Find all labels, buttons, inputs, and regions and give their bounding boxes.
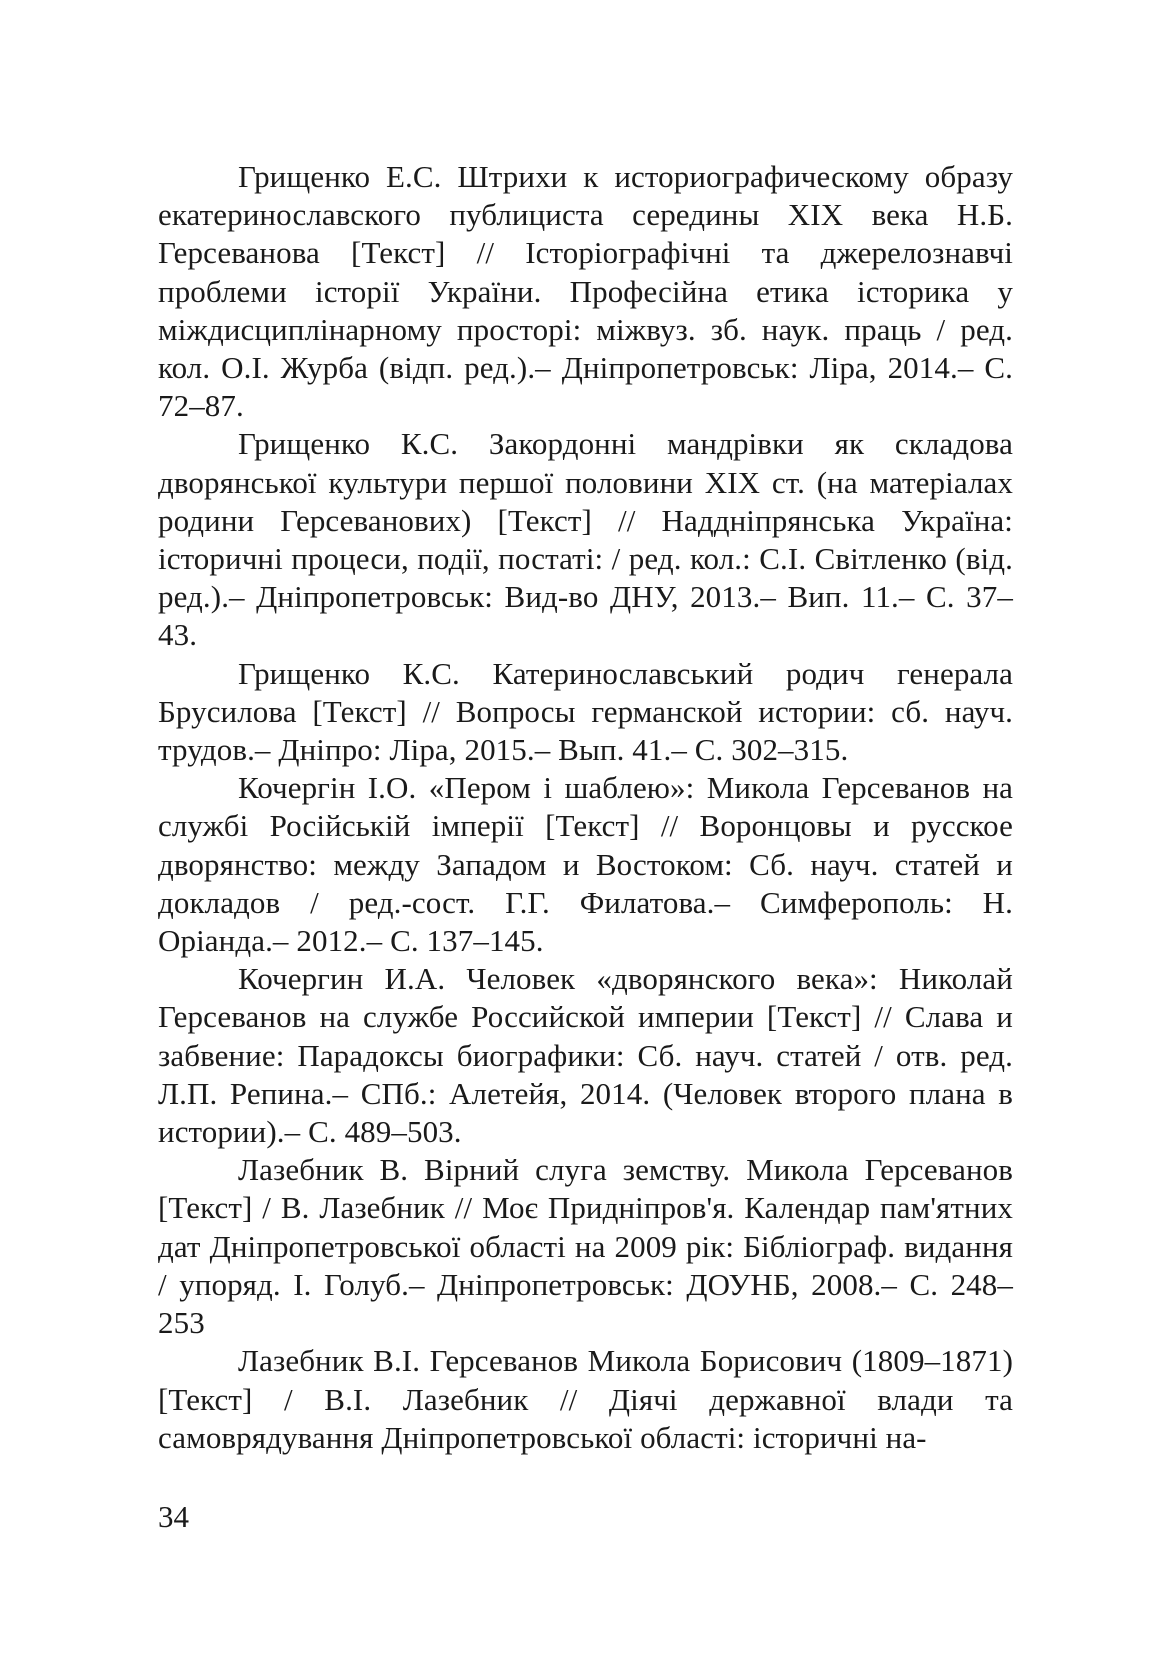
bibliography-entry: Грищенко К.С. Закордонні мандрівки як складова дворянської культури першої половини XIX ст. (на матеріалах родини Герсеванових) [Текст] // Наддніпрянська Україна: історичні процеси, події, постаті: / ред. кол.: С.І. Світленко (від. ред.).– Дніпропетровськ: Вид-во ДНУ, 2013.– Вип. 11.– С. 37–43. [158, 426, 1013, 653]
bibliography-entry: Кочергін І.О. «Пером і шаблею»: Микола Герсеванов на службі Російській імперії [Текст] // Воронцовы и русское дворянство: между Западом и Востоком: Сб. науч. статей и докладов / ред.-сост. Г.Г. Филатова.– Симферополь: Н. Оріанда.– 2012.– С. 137–145. [158, 770, 1013, 959]
bibliography-entry: Лазебник В. Вірний слуга земству. Микола Герсеванов [Текст] / В. Лазебник // Моє Придніпров'я. Календар пам'ятних дат Дніпропетровської області на 2009 рік: Бібліограф. видання / упоряд. І. Голуб.– Дніпропетровськ: ДОУНБ, 2008.– С. 248–253 [158, 1152, 1013, 1341]
bibliography-list [158, 158, 1013, 1457]
bibliography-entry: Лазебник В.І. Герсеванов Микола Борисович (1809–1871) [Текст] / В.І. Лазебник // Діячі державної влади та самоврядування Дніпропетровської області: історичні на- [158, 1343, 1013, 1455]
bibliography-entry: Кочергин И.А. Человек «дворянского века»: Николай Герсеванов на службе Российской империи [Текст] // Слава и забвение: Парадоксы биографики: Сб. науч. статей / отв. ред. Л.П. Репина.– СПб.: Алетейя, 2014. (Человек второго плана в истории).– С. 489–503. [158, 961, 1013, 1150]
bibliography-entry: Грищенко К.С. Катеринославський родич генерала Брусилова [Текст] // Вопросы германской истории: сб. науч. трудов.– Дніпро: Ліра, 2015.– Вып. 41.– С. 302–315. [158, 655, 1013, 768]
bibliography-entry: Грищенко Е.С. Штрихи к историографическому образу екатеринославского публициста середины XIX века Н.Б. Герсеванова [Текст] // Історіографічні та джерелознавчі проблеми історії України. Професійна етика історика у міждисциплінарному просторі: міжвуз. зб. наук. праць / ред. кол. О.І. Журба (відп. ред.).– Дніпропетровськ: Ліра, 2014.– С. 72–87. [158, 159, 1013, 424]
page-number: 34 [158, 1499, 189, 1534]
